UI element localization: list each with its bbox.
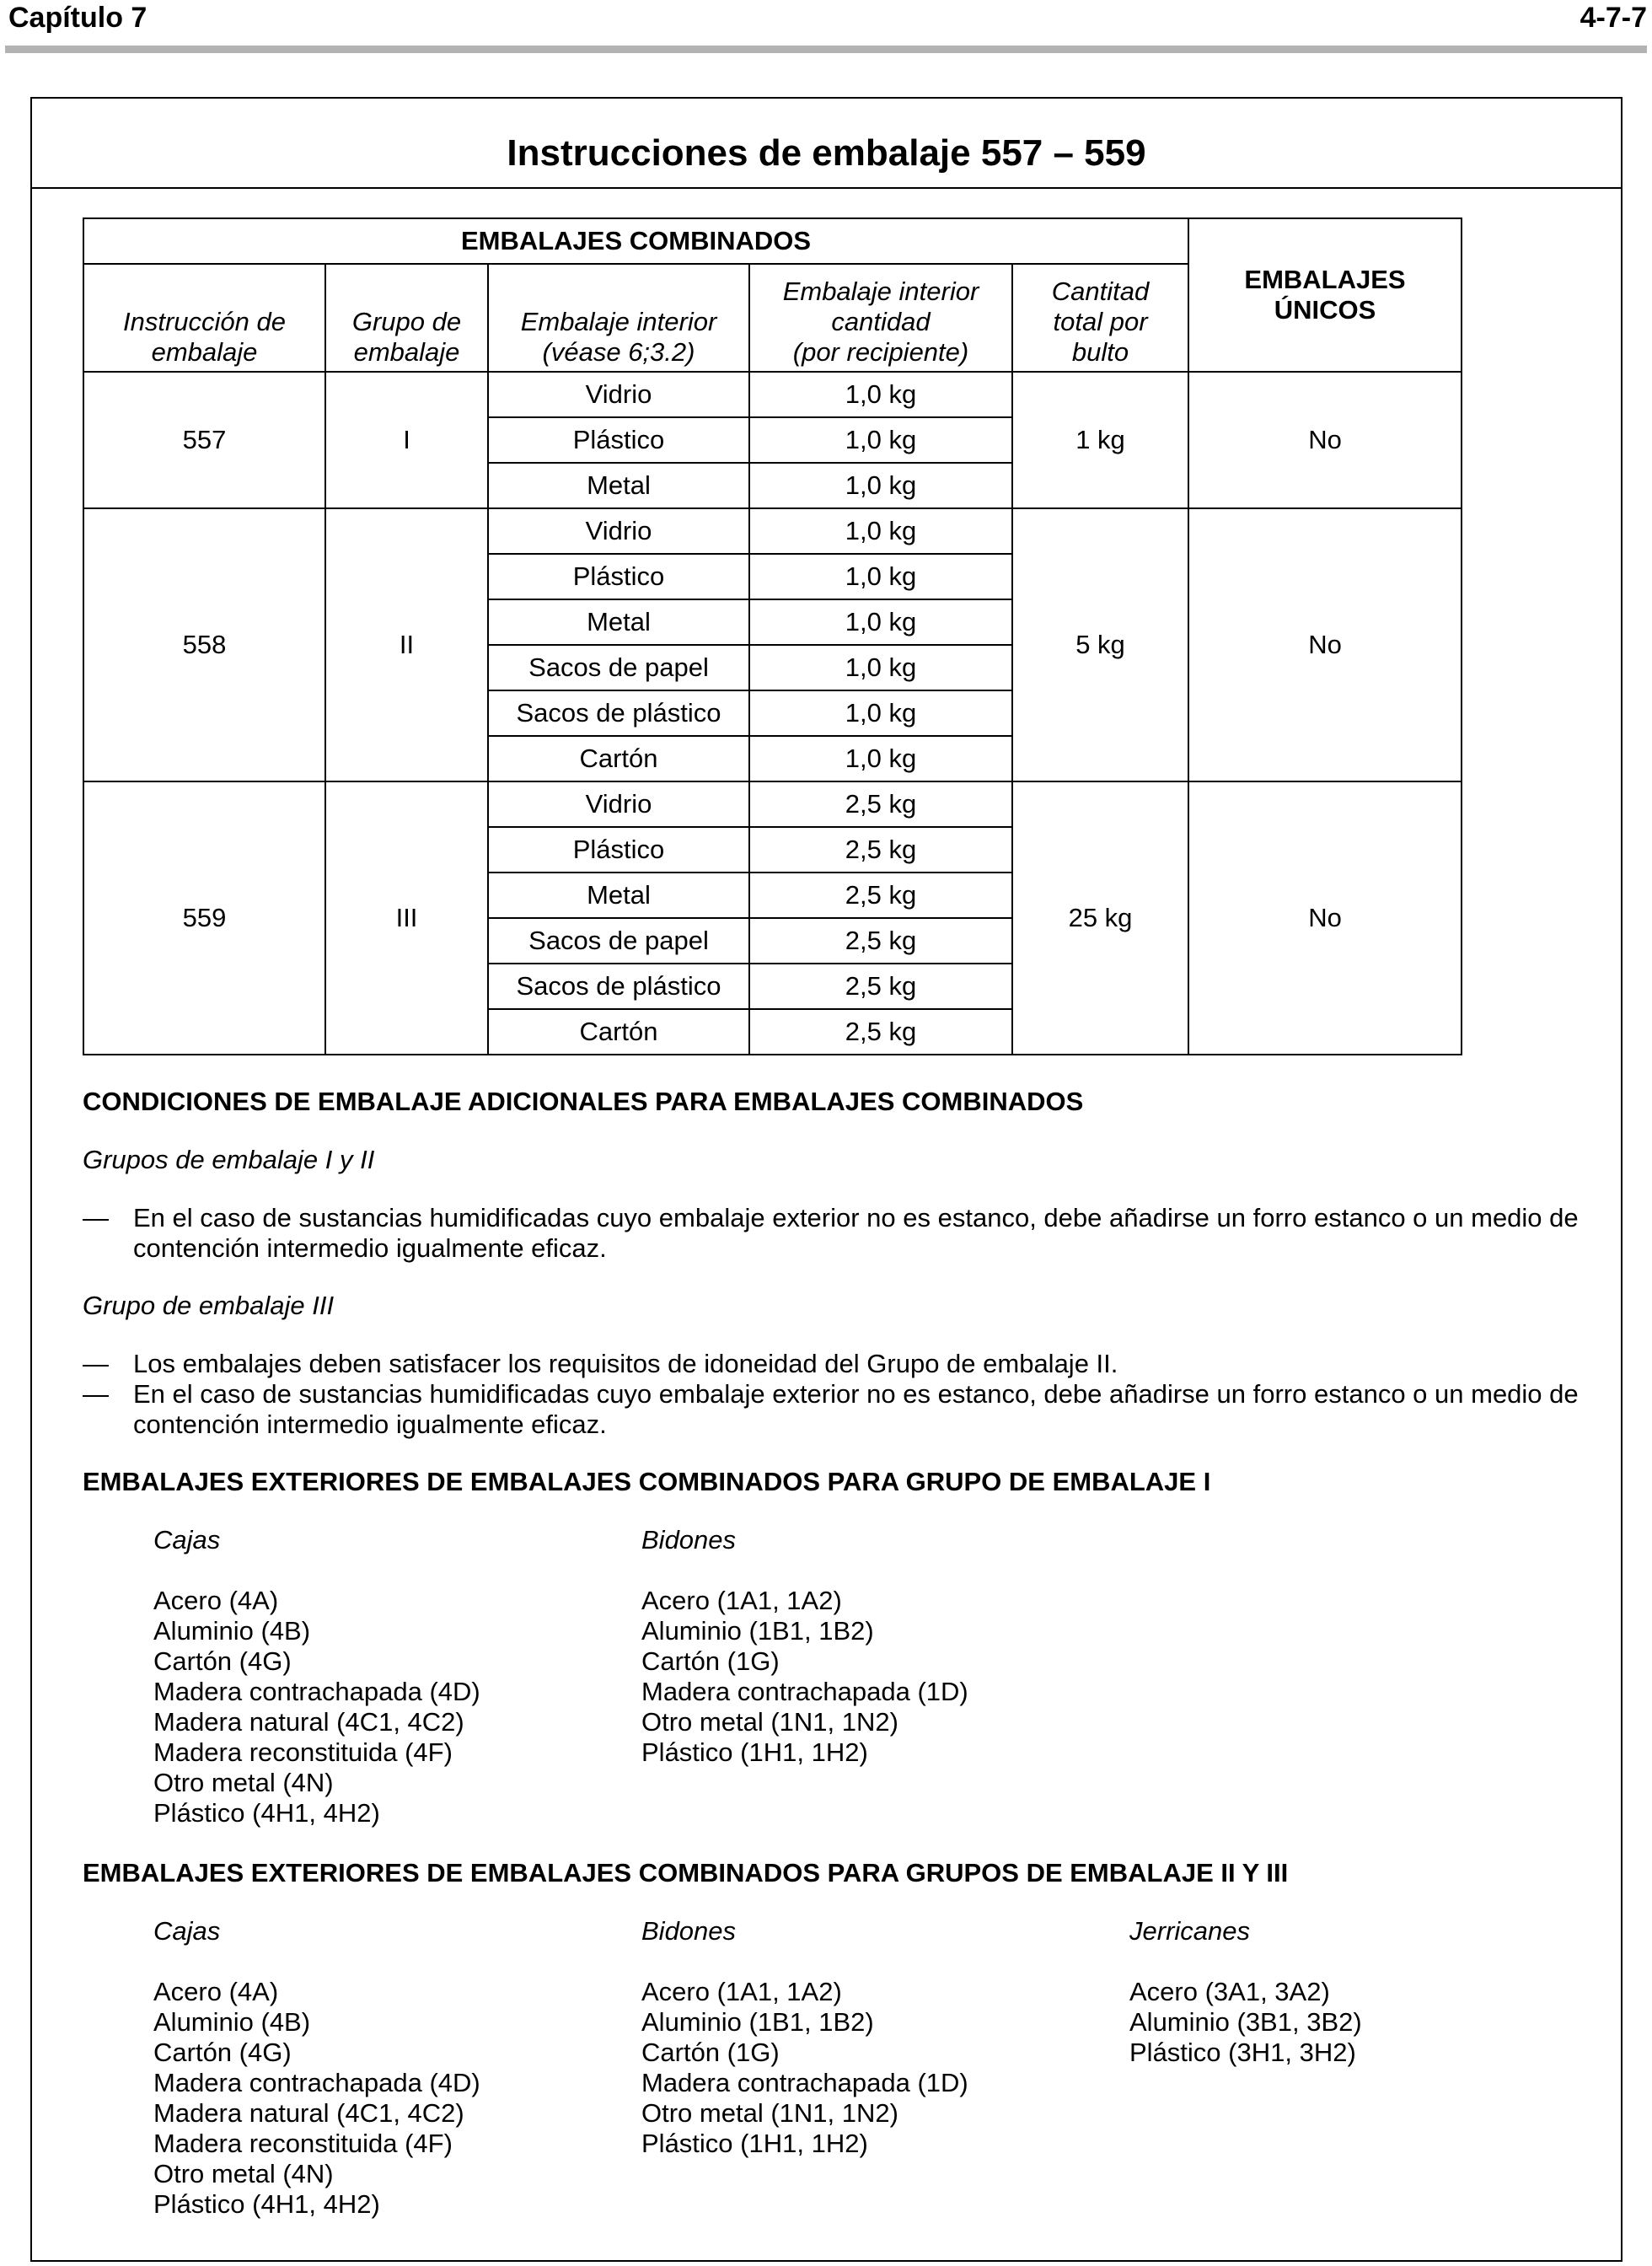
list-item: Madera contrachapada (1D)	[641, 1677, 968, 1706]
cajas-label: Cajas	[153, 1916, 221, 1946]
inner-packaging-cell: Sacos de papel	[488, 645, 749, 690]
outer-group-1-bidones	[641, 1525, 968, 1768]
inner-quantity-cell: 1,0 kg	[749, 463, 1012, 508]
inner-packaging-cell: Plástico	[488, 417, 749, 463]
list-item: Madera reconstituida (4F)	[153, 1737, 453, 1767]
packing-instruction-frame	[30, 97, 1622, 2262]
bidones-label: Bidones	[641, 1525, 737, 1555]
table-row	[83, 781, 1462, 827]
bidones-label: Bidones	[641, 1916, 737, 1946]
outer-group-2-3-heading: EMBALAJES EXTERIORES DE EMBALAJES COMBINADOS PARA GRUPOS DE EMBALAJE II Y III	[83, 1858, 1289, 1887]
list-item: Cartón (4G)	[153, 1646, 292, 1676]
list-item: Madera reconstituida (4F)	[153, 2129, 453, 2158]
group-cell: III	[325, 781, 488, 1055]
inner-packaging-cell: Cartón	[488, 736, 749, 781]
table-row	[83, 372, 1462, 417]
inner-quantity-cell: 1,0 kg	[749, 690, 1012, 736]
col-header-inner-packaging: Embalaje interior (véase 6;3.2)	[488, 264, 749, 372]
list-item: Aluminio (3B1, 3B2)	[1129, 2007, 1362, 2037]
group-3-bullet: — En el caso de sustancias humidificadas cuyo embalaje exterior no es estanco, debe añadirse un forro estanco o un medio de contención intermedio igualmente eficaz.	[83, 1379, 1600, 1440]
inner-packaging-cell: Metal	[488, 873, 749, 918]
total-quantity-cell: 1 kg	[1012, 372, 1188, 508]
list-item: Acero (4A)	[153, 1977, 279, 2006]
list-item: Aluminio (4B)	[153, 2007, 311, 2037]
inner-quantity-cell: 1,0 kg	[749, 372, 1012, 417]
cajas-label: Cajas	[153, 1525, 221, 1555]
total-quantity-cell: 25 kg	[1012, 781, 1188, 1055]
list-item: Madera natural (4C1, 4C2)	[153, 1707, 464, 1737]
list-item: Acero (1A1, 1A2)	[641, 1977, 842, 2006]
page-title: Instrucciones de embalaje 557 – 559	[32, 99, 1621, 189]
inner-quantity-cell: 2,5 kg	[749, 781, 1012, 827]
outer-group-1-cajas	[153, 1525, 480, 1828]
group-cell: II	[325, 508, 488, 781]
list-item: Aluminio (4B)	[153, 1616, 311, 1646]
list-item: Acero (3A1, 3A2)	[1129, 1977, 1330, 2006]
single-packaging-cell: No	[1188, 781, 1462, 1055]
col-header-group: Grupo de embalaje	[325, 264, 488, 372]
col-header-total-quantity: Cantitad total por bulto	[1012, 264, 1188, 372]
inner-packaging-cell: Metal	[488, 599, 749, 645]
header-rule	[5, 46, 1647, 53]
group-cell: I	[325, 372, 488, 508]
list-item: Plástico (4H1, 4H2)	[153, 1798, 380, 1828]
total-quantity-cell: 5 kg	[1012, 508, 1188, 781]
inner-quantity-cell: 2,5 kg	[749, 873, 1012, 918]
list-item: Madera contrachapada (1D)	[641, 2068, 968, 2097]
combined-packagings-heading: EMBALAJES COMBINADOS	[83, 218, 1188, 264]
inner-packaging-cell: Sacos de papel	[488, 918, 749, 964]
outer-group-1-heading: EMBALAJES EXTERIORES DE EMBALAJES COMBINADOS PARA GRUPO DE EMBALAJE I	[83, 1467, 1211, 1496]
inner-quantity-cell: 2,5 kg	[749, 964, 1012, 1009]
inner-packaging-cell: Vidrio	[488, 508, 749, 554]
list-item: Acero (1A1, 1A2)	[641, 1586, 842, 1615]
group-3-bullet: — Los embalajes deben satisfacer los requisitos de idoneidad del Grupo de embalaje II.	[83, 1349, 1600, 1379]
page-header	[8, 0, 1647, 51]
inner-packaging-cell: Vidrio	[488, 372, 749, 417]
inner-packaging-cell: Sacos de plástico	[488, 964, 749, 1009]
conditions-heading: CONDICIONES DE EMBALAJE ADICIONALES PARA EMBALAJES COMBINADOS	[83, 1087, 1084, 1116]
inner-packaging-cell: Plástico	[488, 827, 749, 873]
inner-quantity-cell: 1,0 kg	[749, 508, 1012, 554]
outer-group-2-3-bidones	[641, 1916, 968, 2159]
bullet-text: Los embalajes deben satisfacer los requisitos de idoneidad del Grupo de embalaje II.	[133, 1349, 1118, 1378]
bullet-text: En el caso de sustancias humidificadas cuyo embalaje exterior no es estanco, debe añadirse un forro estanco o un medio de contención intermedio igualmente eficaz.	[133, 1203, 1579, 1263]
col-header-instruction: Instrucción de embalaje	[83, 264, 325, 372]
list-item: Acero (4A)	[153, 1586, 279, 1615]
list-item: Aluminio (1B1, 1B2)	[641, 2007, 874, 2037]
jerricanes-label: Jerricanes	[1129, 1916, 1250, 1946]
instruction-cell: 558	[83, 508, 325, 781]
inner-quantity-cell: 1,0 kg	[749, 645, 1012, 690]
list-item: Madera natural (4C1, 4C2)	[153, 2098, 464, 2128]
inner-quantity-cell: 1,0 kg	[749, 417, 1012, 463]
bullet-text: En el caso de sustancias humidificadas cuyo embalaje exterior no es estanco, debe añadirse un forro estanco o un medio de contención intermedio igualmente eficaz.	[133, 1379, 1579, 1439]
inner-packaging-cell: Plástico	[488, 554, 749, 599]
inner-quantity-cell: 1,0 kg	[749, 736, 1012, 781]
instruction-cell: 559	[83, 781, 325, 1055]
list-item: Aluminio (1B1, 1B2)	[641, 1616, 874, 1646]
list-item: Plástico (3H1, 3H2)	[1129, 2038, 1356, 2067]
inner-quantity-cell: 1,0 kg	[749, 554, 1012, 599]
inner-quantity-cell: 2,5 kg	[749, 918, 1012, 964]
list-item: Cartón (1G)	[641, 1646, 780, 1676]
outer-group-2-3-cajas	[153, 1916, 480, 2220]
list-item: Otro metal (1N1, 1N2)	[641, 1707, 898, 1737]
inner-packaging-cell: Metal	[488, 463, 749, 508]
col-header-inner-quantity: Embalaje interior cantidad (por recipiente)	[749, 264, 1012, 372]
list-item: Madera contrachapada (4D)	[153, 1677, 480, 1706]
page-number: 4-7-7	[1580, 2, 1647, 34]
list-item: Otro metal (4N)	[153, 2159, 334, 2188]
single-packaging-cell: No	[1188, 508, 1462, 781]
inner-quantity-cell: 2,5 kg	[749, 1009, 1012, 1055]
list-item: Cartón (4G)	[153, 2038, 292, 2067]
inner-packaging-cell: Vidrio	[488, 781, 749, 827]
packing-instruction-table	[83, 217, 1462, 1055]
outer-group-2-3-jerricanes	[1129, 1916, 1362, 2068]
group-3-subheading: Grupo de embalaje III	[83, 1291, 335, 1320]
single-packagings-heading: EMBALAJES ÚNICOS	[1188, 218, 1462, 372]
list-item: Cartón (1G)	[641, 2038, 780, 2067]
single-packaging-cell: No	[1188, 372, 1462, 508]
inner-packaging-cell: Cartón	[488, 1009, 749, 1055]
list-item: Plástico (1H1, 1H2)	[641, 1737, 868, 1767]
inner-quantity-cell: 2,5 kg	[749, 827, 1012, 873]
inner-packaging-cell: Sacos de plástico	[488, 690, 749, 736]
list-item: Plástico (4H1, 4H2)	[153, 2189, 380, 2219]
list-item: Otro metal (1N1, 1N2)	[641, 2098, 898, 2128]
list-item: Madera contrachapada (4D)	[153, 2068, 480, 2097]
table-row	[83, 508, 1462, 554]
list-item: Otro metal (4N)	[153, 1768, 334, 1797]
groups-1-2-subheading: Grupos de embalaje I y II	[83, 1145, 375, 1174]
inner-quantity-cell: 1,0 kg	[749, 599, 1012, 645]
instruction-cell: 557	[83, 372, 325, 508]
chapter-label: Capítulo 7	[8, 2, 148, 34]
list-item: Plástico (1H1, 1H2)	[641, 2129, 868, 2158]
groups-1-2-bullet: — En el caso de sustancias humidificadas cuyo embalaje exterior no es estanco, debe añadirse un forro estanco o un medio de contención intermedio igualmente eficaz.	[83, 1203, 1600, 1264]
